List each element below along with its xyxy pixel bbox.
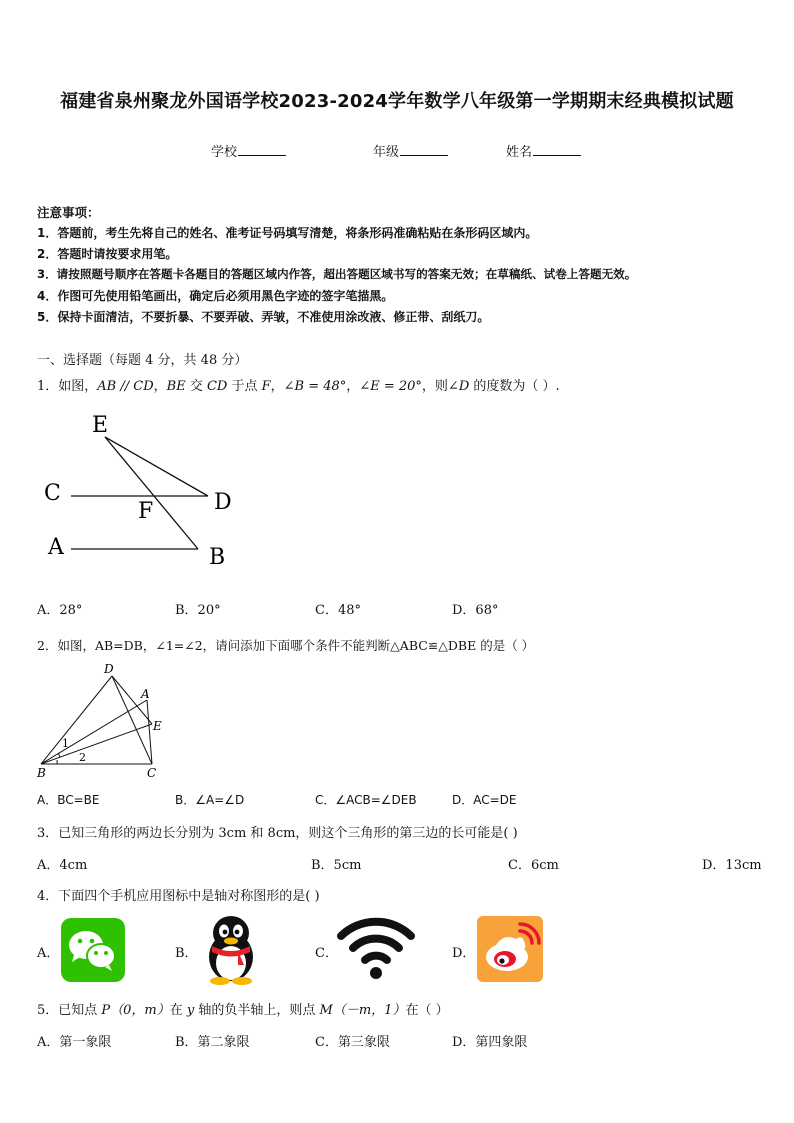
q5-text-part: 在（ ） (405, 1003, 449, 1018)
q1-option-d: D．68° (452, 603, 499, 618)
notes-heading: 注意事项： (37, 205, 100, 220)
name-blank (533, 143, 581, 156)
label-e: E (92, 413, 109, 438)
q4-option-b: B． (175, 946, 198, 961)
label-d: D (214, 490, 232, 515)
q4-option-a: A． (37, 946, 60, 961)
q1-option-c: C．48° (315, 603, 361, 618)
q1-math: ∠E = 20° (359, 379, 422, 394)
grade-label: 年级 (373, 145, 400, 160)
label-angle-1: 1 (62, 737, 69, 750)
label-e: E (153, 719, 162, 733)
label-f: F (138, 499, 154, 524)
label-c: C (44, 481, 61, 506)
question-5-text (37, 999, 449, 1018)
qq-penguin-icon (198, 913, 264, 985)
q1-option-a: A．28° (37, 603, 83, 618)
note-item: 4．作图可先使用铅笔画出，确定后必须用黑色字迹的签字笔描黑。 (37, 289, 394, 303)
page-title: 福建省泉州聚龙外国语学校2023-2024学年数学八年级第一学期期末经典模拟试题 (60, 91, 734, 112)
q1-math: CD (206, 379, 228, 394)
weibo-icon (476, 915, 544, 983)
name-field (506, 141, 581, 160)
grade-field (373, 141, 448, 160)
q1-text-part: ， (346, 379, 360, 394)
q5-text-part: 在 (169, 1003, 187, 1018)
q1-text-part: ， (270, 379, 284, 394)
q5-math: M（－m，1） (319, 1003, 406, 1018)
q5-option-c: C．第三象限 (315, 1035, 390, 1050)
grade-blank (400, 143, 448, 156)
q3-option-a: A．4cm (37, 858, 88, 873)
school-blank (238, 143, 286, 156)
label-c: C (147, 766, 157, 780)
q5-option-b: B．第二象限 (175, 1035, 250, 1050)
q3-option-d: D．13cm (702, 858, 762, 873)
q5-text-part: 轴的负半轴上，则点 (194, 1003, 320, 1018)
wifi-icon (337, 916, 415, 980)
line-eb (105, 437, 198, 549)
label-b: B (37, 766, 46, 780)
section-heading: 一、选择题（每题 4 分，共 48 分） (37, 353, 248, 368)
question-1-text (37, 375, 560, 394)
q2-option-a: A．BC=BE (37, 793, 100, 807)
q1-text-part: 于点 (227, 379, 262, 394)
name-label: 姓名 (506, 145, 533, 160)
label-d: D (104, 662, 114, 676)
label-b: B (209, 545, 226, 570)
label-a: A (141, 687, 150, 701)
q3-option-b: B．5cm (311, 858, 362, 873)
note-item: 2．答题时请按要求用笔。 (37, 247, 178, 261)
q1-math: F (261, 379, 271, 394)
q5-text-part: 5．已知点 (37, 1003, 102, 1018)
question-3-text: 3．已知三角形的两边长分别为 3cm 和 8cm，则这个三角形的第三边的长可能是( ) (37, 826, 518, 841)
note-item: 3．请按照题号顺序在答题卡各题目的答题区域内作答，超出答题区域书写的答案无效；在草稿纸、试卷上答题无效。 (37, 267, 637, 281)
q1-text-part: 的度数为（ ）. (469, 379, 560, 394)
note-item: 1．答题前，考生先将自己的姓名、准考证号码填写清楚，将条形码准确粘贴在条形码区域内。 (37, 226, 538, 240)
q4-option-c: C． (315, 946, 338, 961)
q2-option-c: C．∠ACB=∠DEB (315, 793, 417, 807)
school-field (211, 141, 286, 160)
q1-figure (38, 408, 248, 573)
question-2-text: 2．如图，AB=DB，∠1=∠2，请问添加下面哪个条件不能判断△ABC≌△DBE 的是（ ） (37, 638, 535, 653)
q5-math: y (186, 1003, 195, 1018)
q2-option-b: B．∠A=∠D (175, 793, 245, 807)
q1-option-b: B．20° (175, 603, 221, 618)
q5-option-a: A．第一象限 (37, 1035, 112, 1050)
q5-math: P（0，m） (101, 1003, 170, 1018)
label-a: A (48, 535, 64, 560)
q2-option-d: D．AC=DE (452, 793, 517, 807)
q1-text-part: 1．如图， (37, 379, 98, 394)
q1-text-part: 交 (185, 379, 207, 394)
q2-figure (36, 660, 166, 780)
label-angle-2: 2 (79, 751, 86, 764)
question-4-text: 4．下面四个手机应用图标中是轴对称图形的是( ) (37, 889, 320, 904)
q5-option-d: D．第四象限 (452, 1035, 528, 1050)
note-item: 5．保持卡面清洁，不要折暴、不要弄破、弄皱，不准使用涂改液、修正带、刮纸刀。 (37, 310, 490, 324)
q1-math: ∠B = 48° (283, 379, 347, 394)
q1-math: AB // CD (97, 379, 154, 394)
school-label: 学校 (211, 145, 238, 160)
q1-text-part: ，则 (421, 379, 448, 394)
wechat-icon (60, 917, 126, 983)
q1-math: BE (166, 379, 186, 394)
q1-math: ∠D (447, 379, 470, 394)
q1-text-part: ， (153, 379, 167, 394)
line-ed (105, 437, 208, 496)
q3-option-c: C．6cm (508, 858, 559, 873)
q4-option-d: D． (452, 946, 476, 961)
